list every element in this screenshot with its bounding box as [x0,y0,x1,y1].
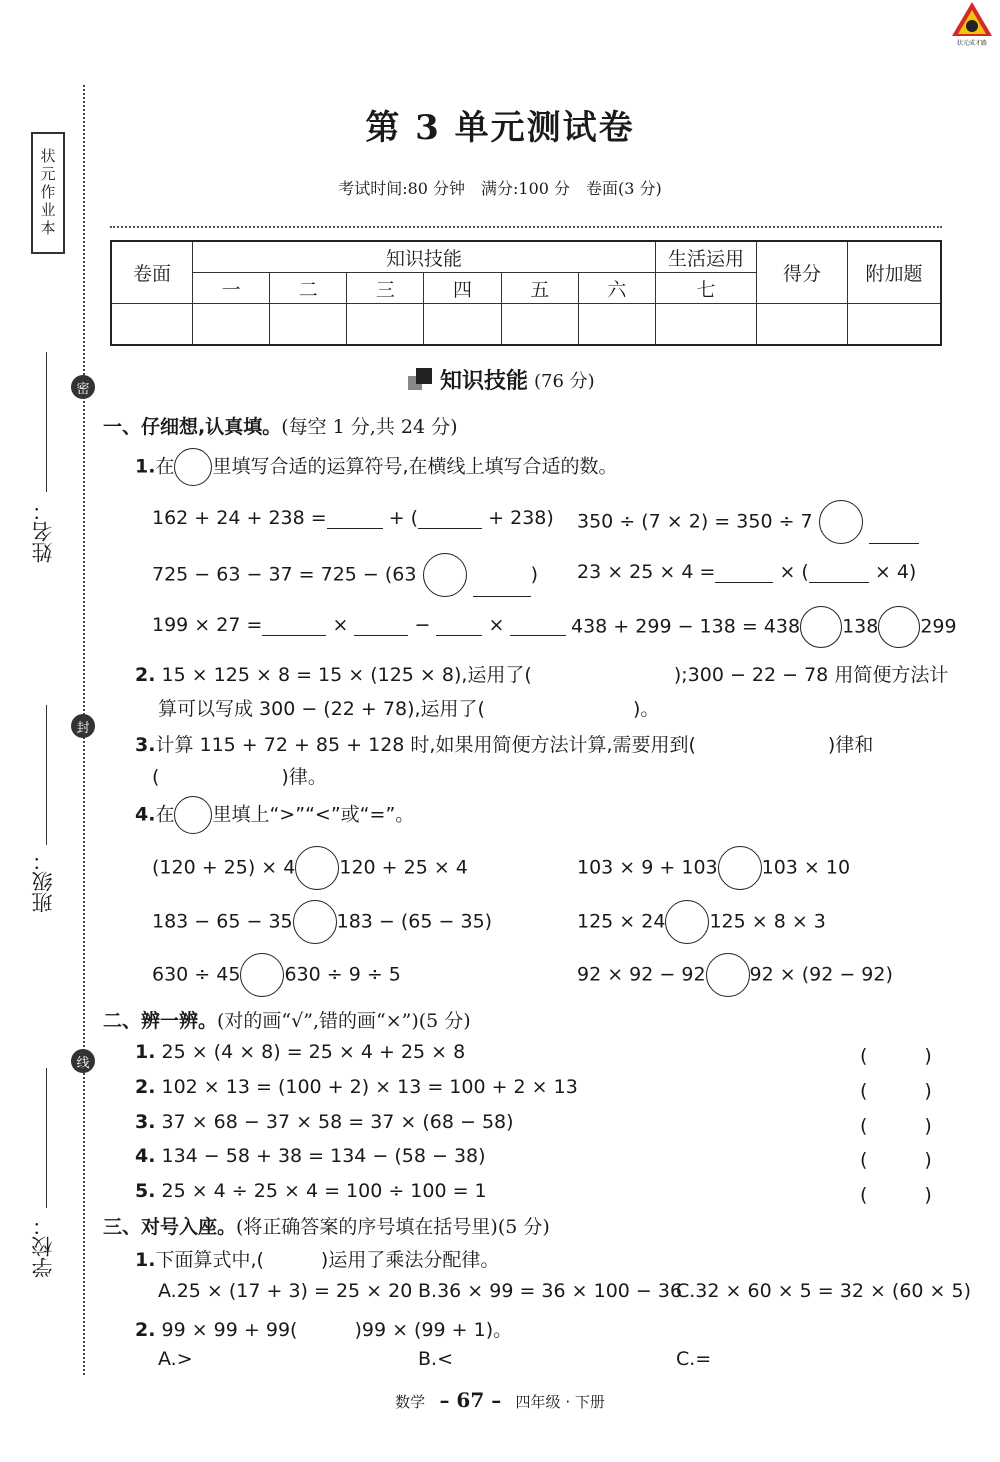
answer-circle [174,448,212,486]
squares-icon [408,368,434,392]
score-cell[interactable] [111,304,193,346]
expr: 103 × 10 [761,856,851,879]
q-text: 102 × 13 = (100 + 2) × 13 = 100 + 2 × 13 [161,1076,578,1098]
seal-feng: 封 [71,714,95,738]
expr: 92 × (92 − 92) [749,963,893,986]
expr: + 238) [488,507,554,529]
col-1: 一 [193,273,270,304]
col-3: 三 [347,273,424,304]
q1-4-row2-left [152,900,492,944]
q-text: )律和 [827,734,874,756]
part1-heading-text: 一、仔细想,认真填。 [103,416,282,438]
header-score: 得分 [757,241,848,304]
expr: 183 − (65 − 35) [336,910,493,933]
answer-blank[interactable] [418,508,482,529]
choice-q2 [135,1315,512,1342]
score-cell[interactable] [193,304,270,346]
q-text: 在 [155,455,175,478]
header-extra: 附加题 [848,241,942,304]
brand-logo-icon [948,0,996,48]
class-line [46,705,47,845]
q-text: 在 [155,803,175,826]
score-cell[interactable] [757,304,848,346]
expr: 183 − 65 − 35 [152,910,293,933]
brand-name: 状元作业本 [38,148,57,238]
answer-circle[interactable] [293,900,337,944]
q1-4-row1-right [577,846,850,890]
q-text: 里填上“>”“<”或“=”。 [212,803,415,826]
footer-subject: 数学 [395,1393,426,1411]
answer-circle[interactable] [800,606,842,648]
answer-circle[interactable] [718,846,762,890]
q-text: 计算 115 + 72 + 85 + 128 时,如果用简便方法计算,需要用到( [155,734,696,756]
expr: − [414,614,431,636]
judge-paren[interactable]: ( ) [860,1045,932,1067]
expr: 630 ÷ 45 [152,963,241,986]
score-cell[interactable] [424,304,501,346]
svg-text:状元成才路: 状元成才路 [956,40,988,47]
choice-q1-optC: C.32 × 60 × 5 = 32 × (60 × 5) [676,1280,972,1302]
class-label: 班级： [31,850,55,913]
answer-circle[interactable] [240,953,284,997]
expr: 103 × 9 + 103 [577,856,718,879]
judge-paren[interactable]: ( ) [860,1184,932,1206]
q-text: 25 × 4 ÷ 25 × 4 = 100 ÷ 100 = 1 [161,1180,487,1202]
expr: 23 × 25 × 4 = [577,561,716,583]
q-text: 134 − 58 + 38 = 134 − (58 − 38) [161,1145,486,1167]
q-text: )律。 [281,766,327,788]
expr: 162 + 24 + 238 = [152,507,327,529]
score-cell[interactable] [848,304,942,346]
q1-row1-left [152,507,554,529]
part1-heading-note: (每空 1 分,共 24 分) [281,416,458,438]
q-num: 2. [135,1076,156,1098]
q-num: 5. [135,1180,156,1202]
answer-circle[interactable] [819,500,863,544]
expr: × [332,614,349,636]
q1-3-line1 [135,730,873,757]
col-6: 六 [578,273,655,304]
header-knowledge: 知识技能 [193,241,656,273]
q-num: 1. [135,1249,156,1271]
q-num: 2. [135,664,156,686]
expr: × 4) [874,561,917,583]
q-text: )。 [632,698,660,720]
judge-item [135,1076,578,1098]
q-text: 37 × 68 − 37 × 58 = 37 × (68 − 58) [161,1111,514,1133]
q-num: 4. [135,1145,156,1167]
expr: 199 × 27 = [152,614,263,636]
q-text: 算可以写成 300 − (22 + 78),运用了( [158,698,485,720]
expr: + ( [388,507,419,529]
judge-paren[interactable]: ( ) [860,1149,932,1171]
score-cell[interactable] [270,304,347,346]
answer-circle[interactable] [295,846,339,890]
expr: 630 ÷ 9 ÷ 5 [284,963,401,986]
page-title: 第 3 单元测试卷 [365,108,635,148]
answer-blank[interactable] [473,576,531,597]
q-text: 25 × (4 × 8) = 25 × 4 + 25 × 8 [161,1041,466,1063]
answer-circle[interactable] [878,606,920,648]
answer-blank[interactable] [354,615,408,636]
judge-item [135,1180,487,1202]
expr: 299 [920,615,957,638]
choice-q1 [135,1245,499,1272]
answer-blank[interactable] [436,615,482,636]
expr: 125 × 8 × 3 [709,910,826,933]
q1-2-line2 [158,694,659,721]
answer-circle [174,796,212,834]
expr: 725 − 63 − 37 = 725 − (63 [152,563,417,586]
q-text: );300 − 22 − 78 用简便方法计 [673,664,949,686]
judge-paren[interactable]: ( ) [860,1115,932,1137]
footer-grade: 四年级 · 下册 [515,1393,605,1411]
q-text: 下面算式中,( )运用了乘法分配律。 [155,1249,500,1271]
q1-row2-left [152,553,538,597]
q1-4-prompt [135,796,414,834]
q-num: 1. [135,1041,156,1063]
q1-3-line2 [152,762,327,789]
part2-heading-note: (对的画“√”,错的画“×”)(5 分) [217,1010,471,1032]
q-num: 3. [135,734,156,756]
school-line [46,1068,47,1208]
header-juanmian: 卷面 [111,241,193,304]
school-label: 学校： [31,1215,55,1278]
section-banner [408,364,595,395]
q-text: 99 × 99 + 99( )99 × (99 + 1)。 [161,1319,513,1341]
q1-4-row2-right [577,900,826,944]
choice-q2-optC: C.= [676,1348,712,1370]
score-table [110,240,942,346]
q1-row1-right [577,500,919,544]
answer-blank[interactable] [715,562,773,583]
expr: ) [530,563,538,586]
header-life: 生活运用 [656,241,757,273]
choice-q2-optB: B.< [418,1348,453,1370]
judge-paren[interactable]: ( ) [860,1080,932,1102]
judge-item [135,1041,465,1063]
q1-4-row1-left [152,846,468,890]
part2-heading [103,1006,471,1033]
col-4: 四 [424,273,501,304]
name-label: 姓名： [31,500,55,563]
expr: × [488,614,505,636]
q1-row2-right [577,561,916,583]
section-points: (76 分) [534,370,595,392]
q1-2-line1 [135,660,948,687]
answer-blank[interactable] [869,523,919,544]
seal-mi: 密 [71,375,95,399]
score-cell[interactable] [578,304,655,346]
part2-heading-text: 二、辨一辨。 [103,1010,218,1032]
name-line [46,352,47,492]
q-text: ( [152,766,160,788]
answer-blank[interactable] [510,615,566,636]
q1-1-prompt [135,448,618,486]
q-num: 1. [135,455,156,478]
answer-blank[interactable] [327,508,383,529]
header-divider [110,226,942,228]
judge-item [135,1111,514,1133]
col-5: 五 [501,273,578,304]
score-cell[interactable] [501,304,578,346]
answer-blank[interactable] [262,615,326,636]
choice-q2-optA: A.> [158,1348,193,1370]
part3-heading [103,1212,550,1239]
expr: 438 + 299 − 138 = 438 [571,615,801,638]
q-num: 3. [135,1111,156,1133]
page-number: – 67 – [439,1388,502,1412]
answer-circle[interactable] [665,900,709,944]
judge-item [135,1145,486,1167]
expr: 92 × 92 − 92 [577,963,706,986]
q1-4-row3-right [577,953,893,997]
col-7: 七 [656,273,757,304]
expr: 138 [842,615,879,638]
q-text: 里填写合适的运算符号,在横线上填写合适的数。 [212,455,618,478]
choice-q1-optB: B.36 × 99 = 36 × 100 − 36 [418,1280,683,1302]
seal-xian: 线 [71,1049,95,1073]
answer-circle[interactable] [706,953,750,997]
q-text: 15 × 125 × 8 = 15 × (125 × 8),运用了( [161,664,532,686]
col-2: 二 [270,273,347,304]
answer-circle[interactable] [423,553,467,597]
part3-heading-note: (将正确答案的序号填在括号里)(5 分) [236,1216,550,1238]
q1-4-row3-left [152,953,401,997]
score-cell[interactable] [656,304,757,346]
part3-heading-text: 三、对号入座。 [103,1216,237,1238]
q1-row3-left [152,614,566,636]
expr: 125 × 24 [577,910,666,933]
page-footer [0,1388,1000,1412]
expr: 350 ÷ (7 × 2) = 350 ÷ 7 [577,510,813,533]
q-num: 4. [135,803,156,826]
expr: 120 + 25 × 4 [339,856,468,879]
score-cell[interactable] [347,304,424,346]
expr: (120 + 25) × 4 [152,856,296,879]
answer-blank[interactable] [809,562,869,583]
part1-heading [103,412,458,439]
choice-q1-optA: A.25 × (17 + 3) = 25 × 20 [158,1280,413,1302]
section-title: 知识技能 [440,369,529,394]
exam-info: 考试时间:80 分钟 满分:100 分 卷面(3 分) [338,179,662,198]
q-num: 2. [135,1319,156,1341]
expr: × ( [779,561,809,583]
q1-row3-right [571,606,957,648]
